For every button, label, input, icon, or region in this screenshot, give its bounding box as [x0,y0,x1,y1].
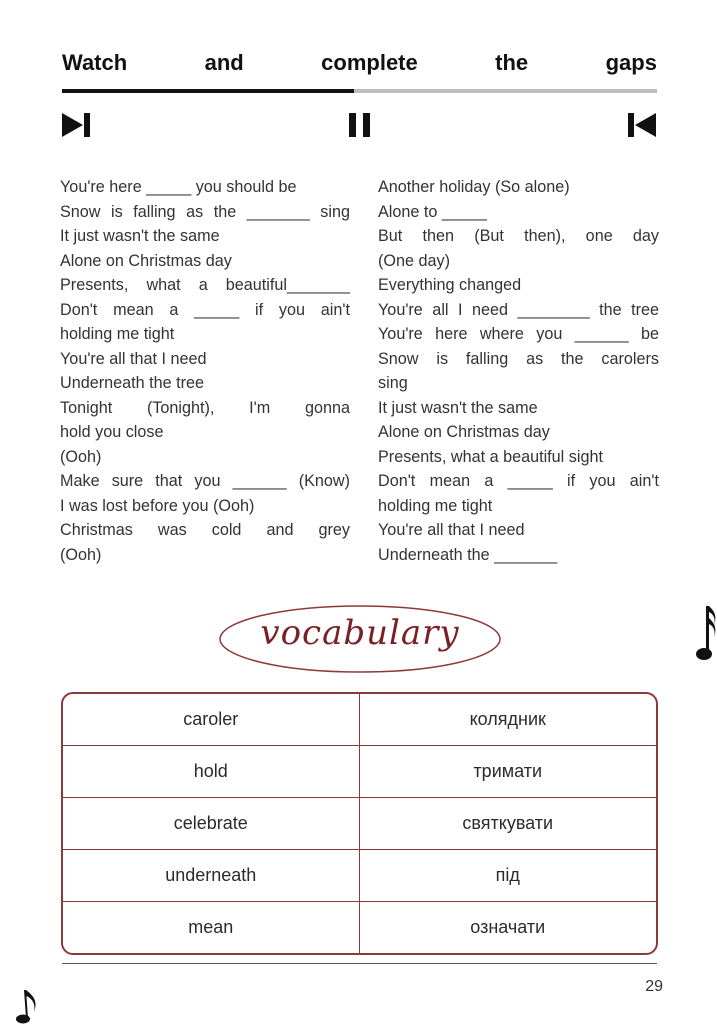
lyric-line: Alone on Christmas day [378,423,550,441]
table-row [63,746,656,798]
lyric-line: Snow is falling as the carolers [378,349,659,368]
vocab-english: underneath [63,850,360,902]
lyric-line: Don't mean a _____ if you ain't [60,300,350,319]
player-controls [62,112,657,140]
lyric-line: (Ooh) [60,545,102,564]
lyric-line: Don't mean a _____ if you ain't [378,472,659,490]
lyric-line: You're all I need ________ the tree [378,300,659,319]
table-row [63,902,656,953]
music-note-icon [14,988,42,1029]
vocab-ukrainian: колядник [360,694,657,746]
lyric-line: Make sure that you ______ (Know) [60,472,350,490]
lyric-line: Presents, what a beautiful sight [378,447,603,466]
lyric-line: Tonight (Tonight), I'm gonna [60,398,350,417]
lyric-line: Snow is falling as the _______ sing [60,202,350,221]
progress-fill [62,89,354,93]
table-row [63,798,656,850]
lyric-line: You're here _____ you should be [60,178,297,196]
table-row [63,850,656,902]
vocab-ukrainian: святкувати [360,798,657,850]
lyric-line: Alone to _____ [378,202,487,221]
lyric-line: I was lost before you (Ooh) [60,496,255,515]
progress-bar [62,89,657,93]
table-row [63,694,656,746]
lyrics-right-column [378,175,659,567]
lyric-line: hold you close [60,423,164,441]
lyric-line: Christmas was cold and grey [60,521,350,539]
lyric-line: Presents, what a beautiful_______ [60,276,350,294]
lyric-line: holding me tight [60,325,175,343]
vocab-ukrainian: тримати [360,746,657,798]
lyric-line: Another holiday (So alone) [378,178,570,196]
lyric-line: sing [378,374,408,392]
vocabulary-title [218,603,502,675]
vocab-english: hold [63,746,360,798]
page-number: 29 [645,978,663,995]
header-word: gaps [605,50,657,75]
footer-divider [62,963,657,964]
vocab-ukrainian: означати [470,917,546,937]
lyric-line: Underneath the tree [60,374,204,392]
lyric-line: Underneath the _______ [378,545,558,564]
lyric-line: Alone on Christmas day [60,251,232,270]
lyric-line: You're all that I need [60,349,207,368]
lyric-line: holding me tight [378,496,493,515]
header-word: and [204,50,244,75]
skip-back-icon [627,112,657,138]
page-header [62,50,657,76]
lyric-line: It just wasn't the same [378,398,538,417]
lyric-line: You're all that I need [378,521,525,539]
lyric-line: Everything changed [378,276,522,294]
lyric-line: You're here where you ______ be [378,325,659,343]
lyric-line: But then (But then), one day [378,227,659,245]
vocab-english: caroler [63,694,360,746]
header-word: complete [321,50,418,75]
vocab-english: celebrate [63,798,360,850]
music-note-icon [696,602,717,669]
vocab-english: mean [63,902,360,953]
header-word: Watch [62,50,128,75]
skip-forward-icon [62,112,92,138]
vocabulary-table [61,692,658,955]
pause-icon [349,112,371,138]
lyric-line: (One day) [378,251,450,270]
header-word: the [495,50,529,75]
lyric-line: It just wasn't the same [60,227,220,245]
vocab-ukrainian: під [360,850,657,902]
lyrics-left-column [60,175,350,567]
vocabulary-title-text: vocabulary [260,613,460,653]
lyric-line: (Ooh) [60,447,102,466]
